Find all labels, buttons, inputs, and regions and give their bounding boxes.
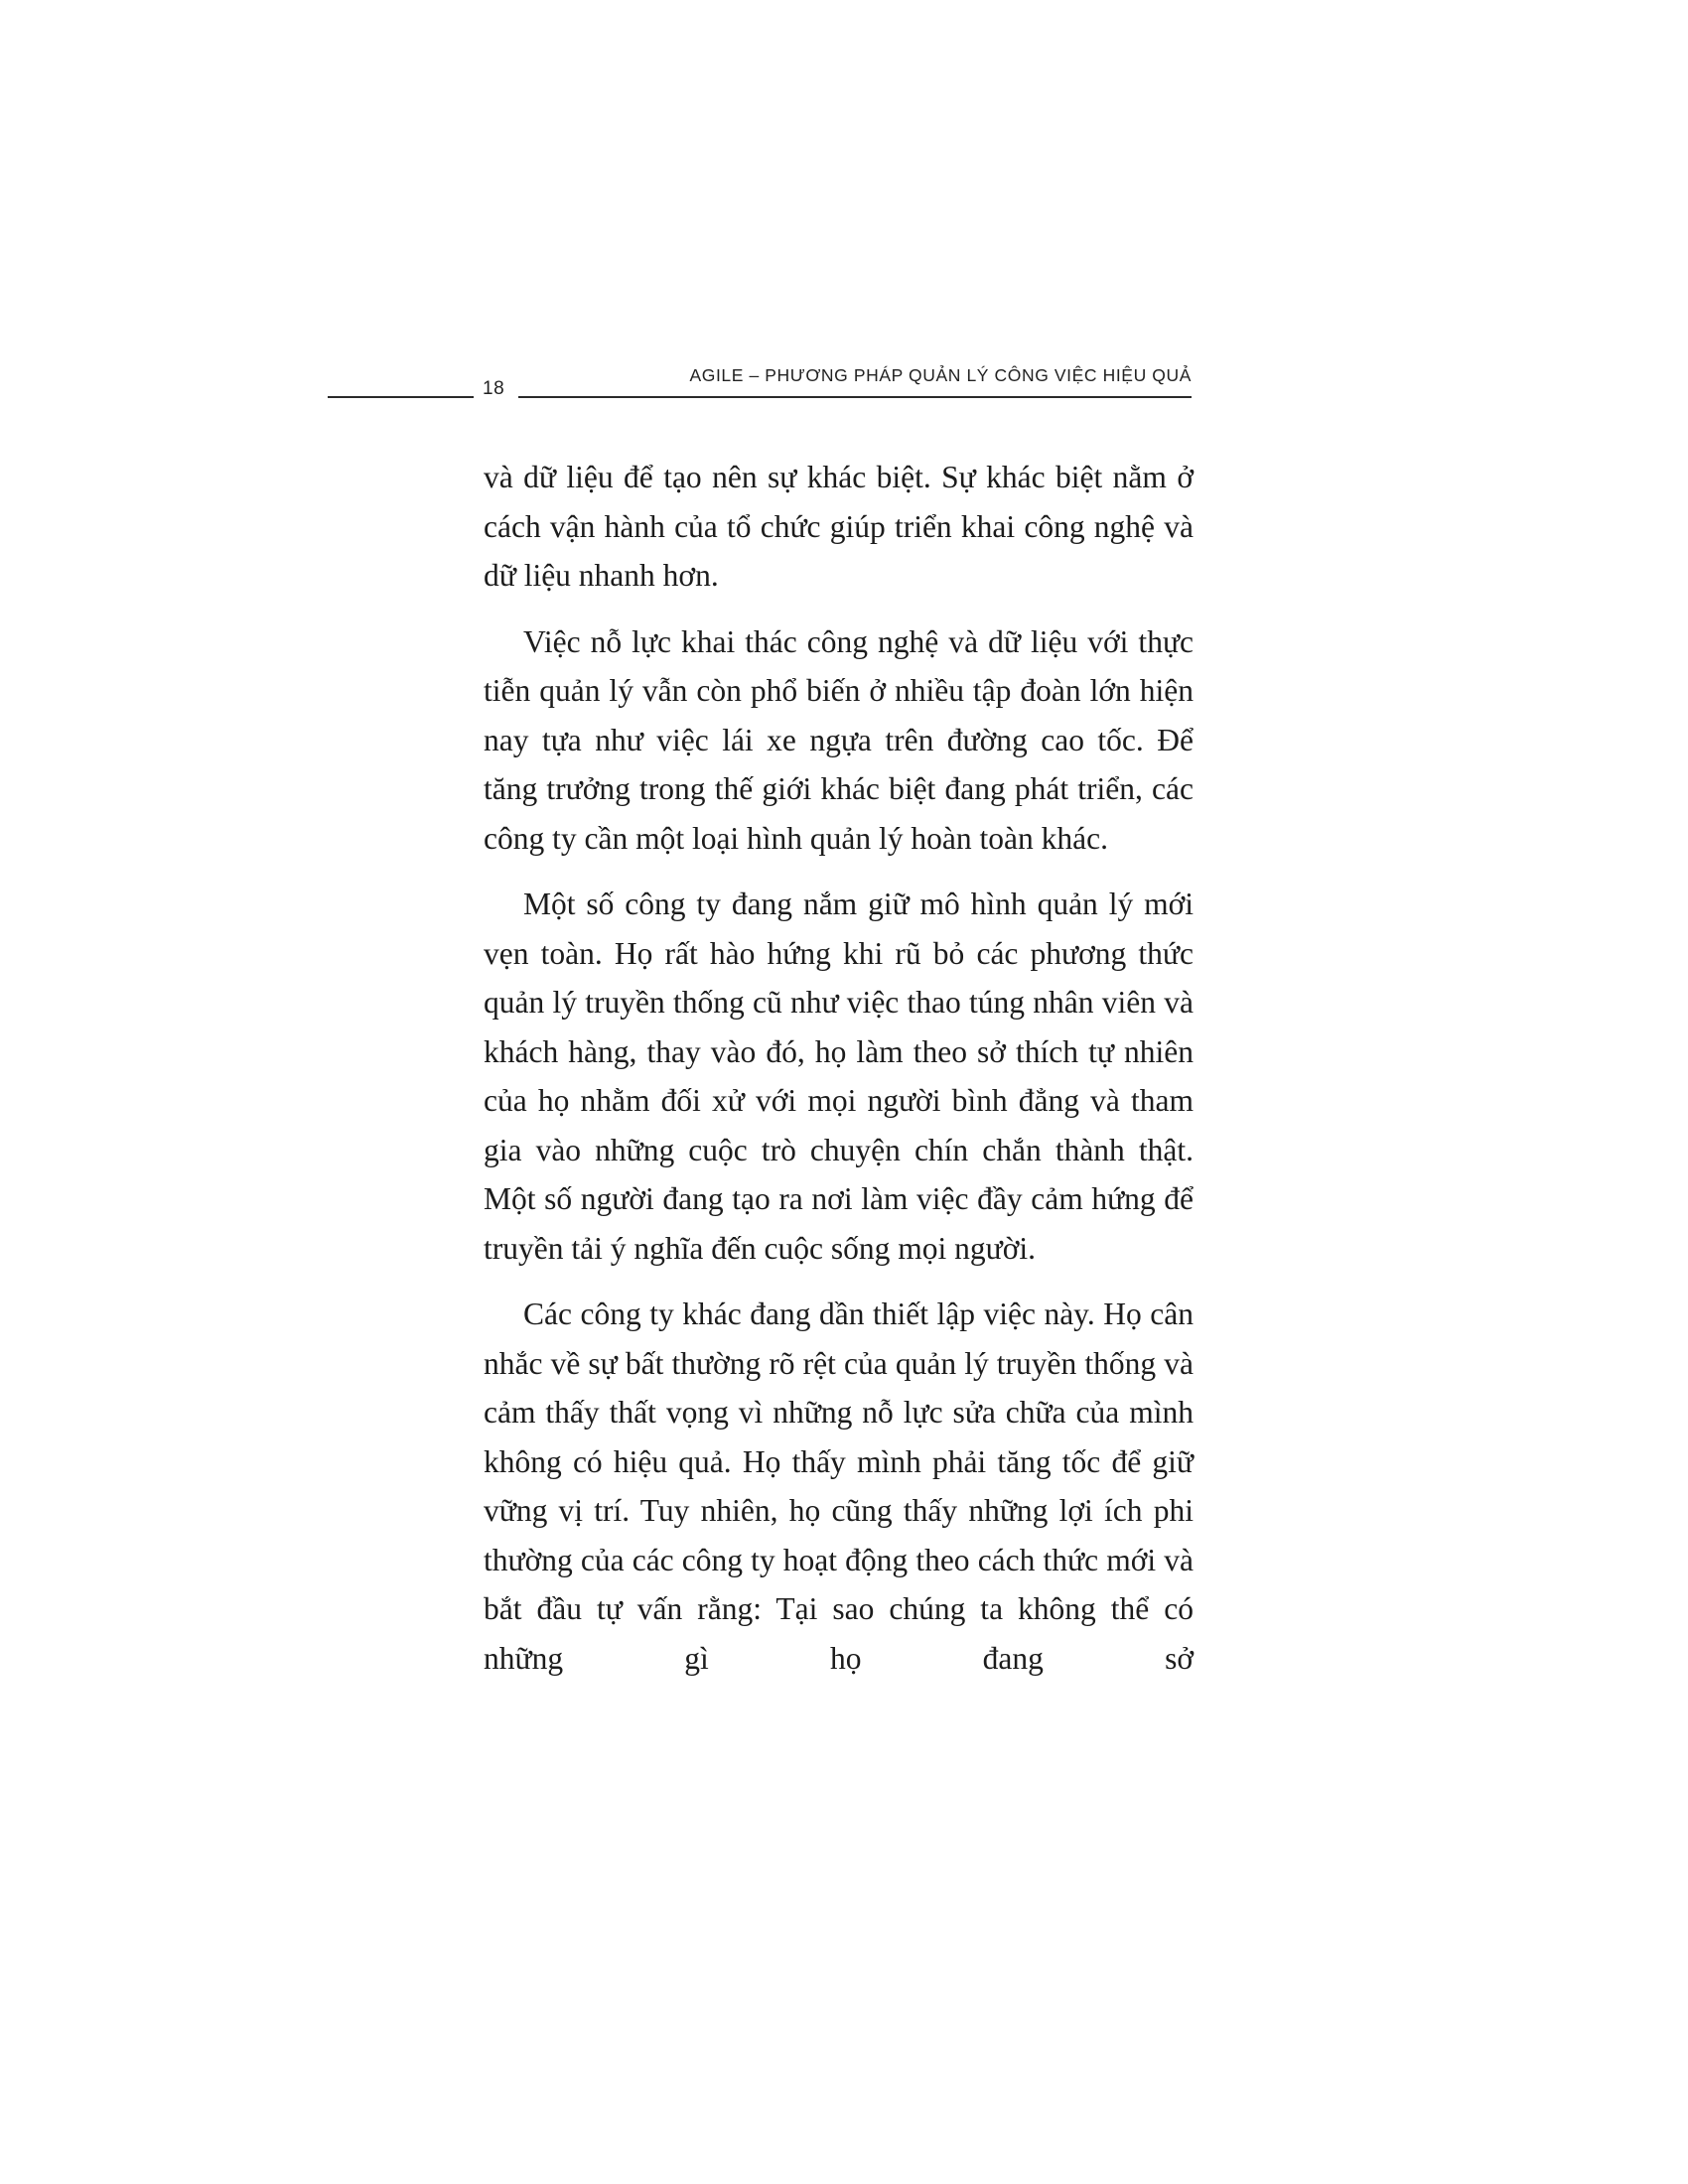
paragraph: Một số công ty đang nắm giữ mô hình quản lý mới vẹn toàn. Họ rất hào hứng khi rũ bỏ các phương thức quản lý truyền thống cũ như việc thao túng nhân viên và khách hàng, thay vào đó, họ làm theo sở thích tự nhiên của họ nhằm đối xử với mọi người bình đẳng và tham gia vào những cuộc trò chuyện chín chắn thành thật. Một số người đang tạo ra nơi làm việc đầy cảm hứng để truyền tải ý nghĩa đến cuộc sống mọi người. [484, 887, 1194, 1266]
header-rule-left [328, 396, 474, 398]
body-text [484, 453, 1194, 1683]
paragraph: Việc nỗ lực khai thác công nghệ và dữ liệu với thực tiễn quản lý vẫn còn phổ biến ở nhiều tập đoàn lớn hiện nay tựa như việc lái xe ngựa trên đường cao tốc. Để tăng trưởng trong thế giới khác biệt đang phát triển, các công ty cần một loại hình quản lý hoàn toàn khác. [484, 623, 1194, 856]
running-title: AGILE – PHƯƠNG PHÁP QUẢN LÝ CÔNG VIỆC HIỆU QUẢ [689, 365, 1192, 385]
header-rule-right [518, 396, 1192, 398]
page-number: 18 [483, 378, 505, 399]
page-header [0, 0, 1688, 417]
paragraph: và dữ liệu để tạo nên sự khác biệt. Sự khác biệt nằm ở cách vận hành của tổ chức giúp triển khai công nghệ và dữ liệu nhanh hơn. [484, 460, 1194, 593]
paragraph: Các công ty khác đang dần thiết lập việc này. Họ cân nhắc về sự bất thường rõ rệt của quản lý truyền thống và cảm thấy thất vọng vì những nỗ lực sửa chữa của mình không có hiệu quả. Họ thấy mình phải tăng tốc để giữ vững vị trí. Tuy nhiên, họ cũng thấy những lợi ích phi thường của các công ty hoạt động theo cách thức mới và bắt đầu tự vấn rằng: Tại sao chúng ta không thể có những gì họ đang sở [484, 1297, 1194, 1676]
